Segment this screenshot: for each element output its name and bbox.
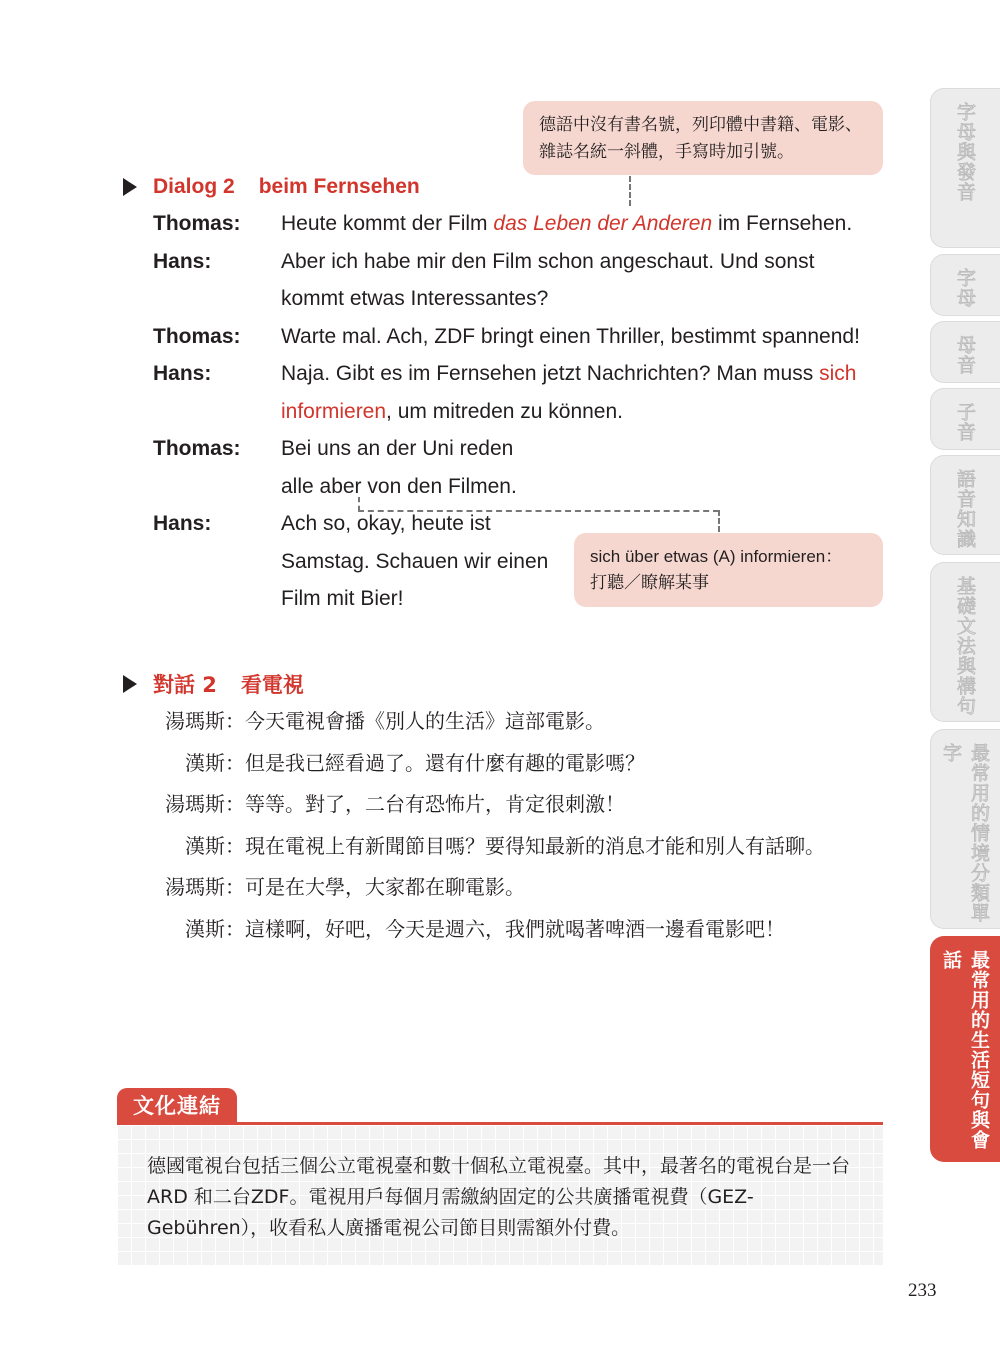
dialog-de-title: beim Fernsehen (258, 175, 420, 198)
culture-box (117, 1125, 883, 1266)
vocab-highlight: sich informieren (281, 362, 857, 423)
culture-section-tag: 文化連結 (117, 1088, 237, 1124)
dialog-de-row (153, 318, 881, 356)
dialog-zh-row (153, 743, 885, 785)
speaker: 漢斯： (185, 750, 245, 775)
dialog-de-number: Dialog 2 (153, 175, 235, 198)
note-connector-line (629, 176, 631, 206)
dialog-de-heading (123, 175, 420, 199)
dialog-de (153, 205, 881, 618)
side-tab-label: 字母 (954, 268, 976, 308)
utterance: 但是我已經看過了。還有什麼有趣的電影嗎？ (245, 750, 645, 775)
utterance: 這樣啊，好吧，今天是週六，我們就喝著啤酒一邊看電影吧！ (245, 916, 785, 941)
utterance: Aber ich habe mir den Film schon angeschaut. Und sonst kommt etwas Interessantes? (281, 249, 815, 310)
utterance-text: Naja. Gibt es im Fernsehen jetzt Nachrichten? Man muss (281, 362, 820, 385)
play-triangle-icon (123, 178, 137, 196)
utterance: 可是在大學，大家都在聊電影。 (245, 875, 525, 899)
culture-text: 德國電視台包括三個公立電視臺和數十個私立電視臺。其中，最著名的電視台是一台ARD 和二台ZDF。電視用戶每個月需繳納固定的公共廣播電視費（GEZ-Gebühren），收看私人廣播電視公司節目則需額外付費。 (147, 1155, 851, 1239)
side-tab-vowels[interactable] (930, 321, 1000, 383)
utterance: Warte mal. Ach, ZDF bringt einen Thriller, bestimmt spannend! (281, 324, 860, 348)
side-tab-label: 語音知識 (954, 469, 976, 549)
dialog-zh-row (153, 826, 885, 868)
speaker: 漢斯： (185, 916, 245, 941)
side-tab-label: 基礎文法與構句 (954, 576, 976, 716)
side-tab-phrases-active[interactable] (930, 936, 1000, 1162)
dialog-zh-heading (123, 669, 304, 699)
speaker: Hans: (153, 512, 212, 535)
side-tab-grammar[interactable] (930, 562, 1000, 722)
dialog-de-row (153, 243, 881, 318)
utterance (281, 355, 881, 430)
dialog-zh-row (153, 701, 885, 743)
dialog-zh (153, 701, 885, 950)
side-tab-vocabulary[interactable] (930, 729, 1000, 929)
page-number: 233 (908, 1280, 937, 1301)
dialog-zh-number: 對話 2 (153, 673, 217, 697)
side-tab-label: 最常用的情境分類單字 (940, 743, 990, 923)
dialog-de-row (153, 430, 881, 505)
side-tab-consonants[interactable] (930, 388, 1000, 450)
side-tab-letters[interactable] (930, 254, 1000, 316)
utterance: Ach so, okay, heute ist Samstag. Schauen wir einen Film mit Bier! (281, 512, 549, 610)
speaker: 湯瑪斯： (165, 792, 245, 816)
dialog-de-row (153, 205, 881, 243)
side-tab-label: 最常用的生活短句與會話 (940, 950, 990, 1150)
side-tab-label: 子音 (954, 402, 976, 442)
utterance-text: Heute kommt der Film (281, 212, 494, 235)
title-format-note-text: 德語中沒有書名號，列印體中書籍、電影、雜誌名統一斜體，手寫時加引號。 (539, 115, 862, 162)
title-format-note (523, 101, 883, 175)
vocab-note-term: sich über etwas (A) informieren： (590, 547, 843, 566)
side-tab-label: 字母與發音 (954, 102, 976, 202)
utterance: Bei uns an der Uni reden alle aber von den Filmen. (281, 437, 517, 498)
speaker: Thomas: (153, 212, 241, 235)
dialog-zh-title: 看電視 (240, 673, 304, 697)
side-tab-label: 母音 (954, 335, 976, 375)
speaker: Thomas: (153, 324, 241, 348)
speaker: 漢斯： (185, 833, 245, 858)
utterance-text: im Fernsehen. (712, 212, 853, 235)
dialog-de-row (153, 505, 881, 618)
speaker: Thomas: (153, 437, 241, 460)
speaker: 湯瑪斯： (165, 875, 245, 899)
play-triangle-icon (123, 675, 137, 693)
dialog-zh-row (153, 909, 885, 951)
vocab-note-meaning: 打聽／瞭解某事 (590, 573, 709, 593)
speaker: Hans: (153, 249, 212, 273)
speaker: 湯瑪斯： (165, 709, 245, 733)
side-tab-phonetics[interactable] (930, 455, 1000, 555)
dialog-zh-row (153, 784, 885, 826)
utterance: 現在電視上有新聞節目嗎？要得知最新的消息才能和別人有話聊。 (245, 833, 825, 858)
dialog-de-row (153, 355, 881, 430)
utterance: 今天電視會播《別人的生活》這部電影。 (245, 709, 605, 733)
dialog-zh-row (153, 867, 885, 909)
utterance-text: , um mitreden zu können. (386, 399, 624, 423)
speaker: Hans: (153, 362, 212, 385)
film-title-highlight: das Leben der Anderen (493, 212, 713, 235)
utterance: 等等。對了，二台有恐怖片，肯定很刺激！ (245, 792, 625, 816)
side-tab-pronunciation[interactable] (930, 88, 1000, 248)
utterance (281, 205, 881, 243)
